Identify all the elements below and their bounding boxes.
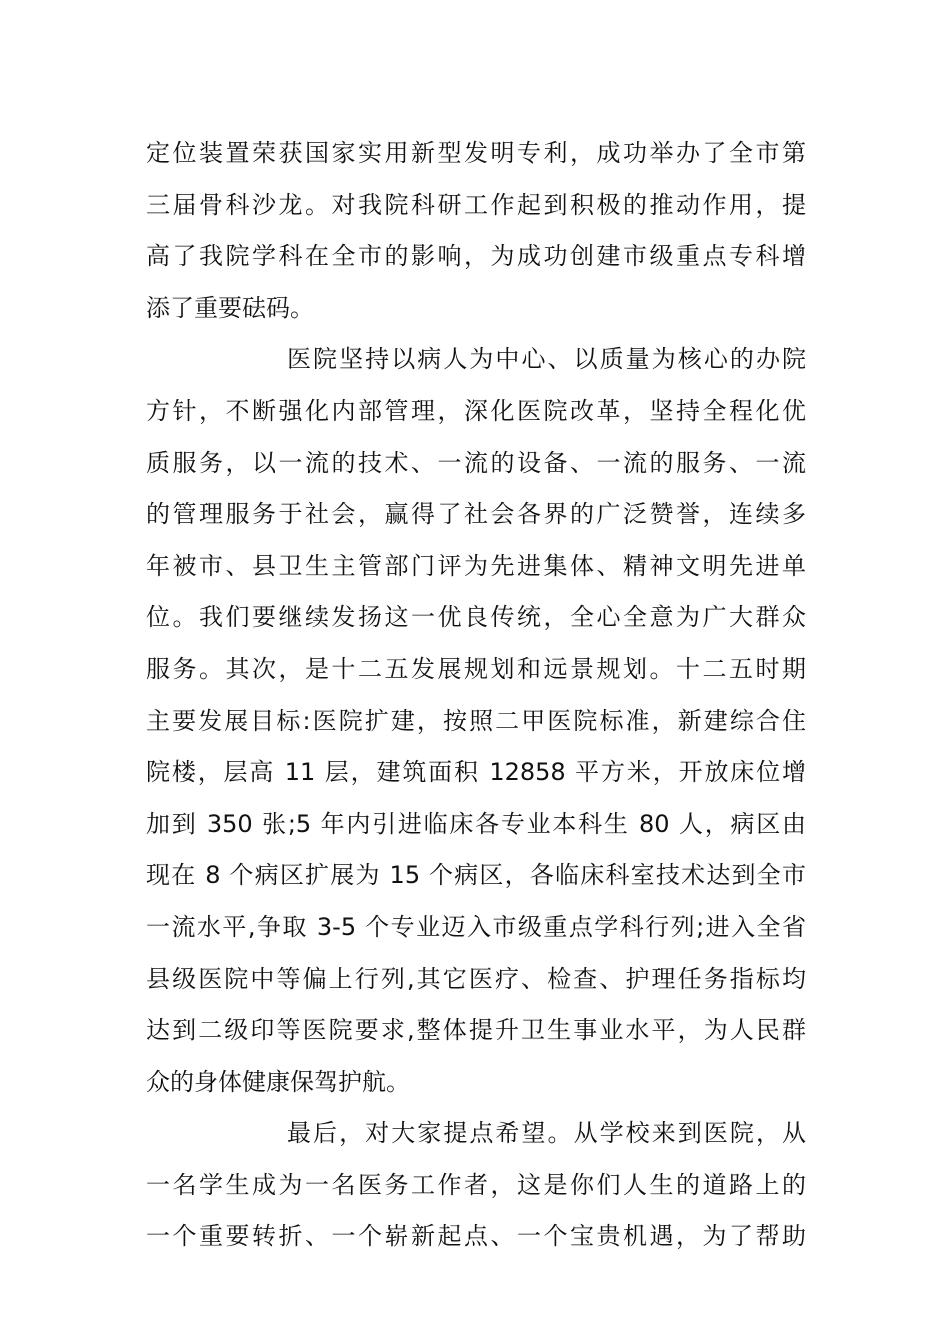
text-line: 现在 8 个病区扩展为 15 个病区，各临床科室技术达到全市 [146, 861, 806, 890]
paragraph-start-line: 最后，对大家提点希望。从学校来到医院，从 [287, 1119, 806, 1148]
text-line: 院楼，层高 11 层，建筑面积 12858 平方米，开放床位增 [146, 758, 806, 787]
text-line: 质服务，以一流的技术、一流的设备、一流的服务、一流 [146, 448, 806, 477]
text-line: 加到 350 张;5 年内引进临床各专业本科生 80 人，病区由 [146, 809, 806, 838]
text-line: 定位装置荣获国家实用新型发明专利，成功举办了全市第 [146, 139, 806, 167]
text-line: 高了我院学科在全市的影响，为成功创建市级重点专科增 [146, 242, 806, 271]
text-line: 方针，不断强化内部管理，深化医院改革，坚持全程化优 [146, 396, 806, 425]
text-line: 达到二级印等医院要求,整体提升卫生事业水平，为人民群 [146, 1016, 806, 1045]
text-line: 众的身体健康保驾护航。 [146, 1067, 410, 1096]
text-line: 县级医院中等偏上行列,其它医疗、检查、护理任务指标均 [146, 964, 806, 993]
text-line: 一流水平,争取 3-5 个专业迈入市级重点学科行列;进入全省 [146, 912, 806, 941]
body-text [146, 128, 806, 1263]
text-line: 的管理服务于社会，赢得了社会各界的广泛赞誉，连续多 [146, 500, 806, 529]
text-line: 一名学生成为一名医务工作者，这是你们人生的道路上的 [146, 1170, 806, 1199]
paragraph-start-line: 医院坚持以病人为中心、以质量为核心的办院 [287, 345, 806, 374]
text-line: 年被市、县卫生主管部门评为先进集体、精神文明先进单 [146, 551, 806, 580]
text-line: 一个重要转折、一个崭新起点、一个宝贵机遇，为了帮助 [146, 1222, 806, 1251]
text-line: 服务。其次，是十二五发展规划和远景规划。十二五时期 [146, 654, 806, 683]
text-line: 位。我们要继续发扬这一优良传统，全心全意为广大群众 [146, 603, 806, 632]
text-line: 三届骨科沙龙。对我院科研工作起到积极的推动作用，提 [146, 190, 806, 219]
text-line: 主要发展目标:医院扩建，按照二甲医院标准，新建综合住 [146, 706, 806, 735]
text-line: 添了重要砝码。 [146, 293, 314, 322]
